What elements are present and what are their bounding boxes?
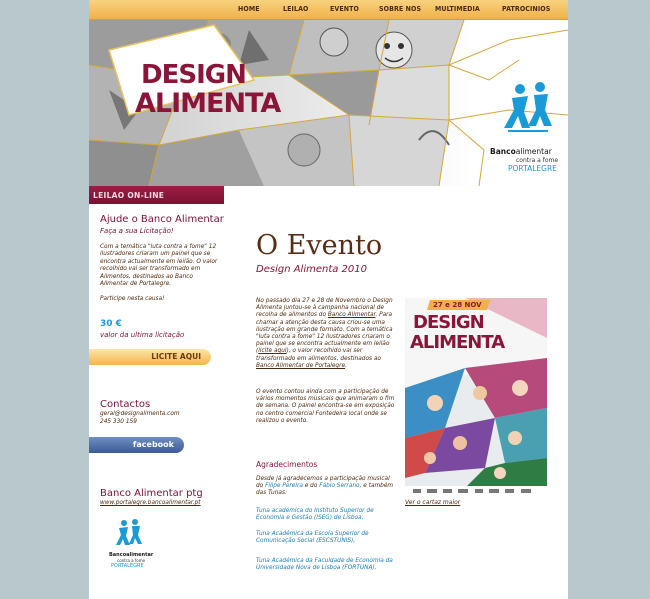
nav-leilao[interactable]: LEILAO	[283, 5, 309, 13]
banco-alimentar-logo[interactable]	[490, 80, 566, 180]
link-filipe-pereira[interactable]: Filipe Pereira	[265, 483, 303, 490]
facebook-button[interactable]: facebook	[89, 437, 184, 453]
link-fabio-serrano[interactable]: Fábio Serrano	[319, 483, 360, 490]
ba-small-tagline: contra a fome	[117, 558, 146, 563]
thanks-title: Agradecimentos	[256, 460, 318, 469]
help-cta: Participe nesta causa!	[100, 296, 165, 302]
ba-small-logo[interactable]	[109, 518, 154, 578]
ba-tagline: contra a fome	[516, 157, 559, 164]
logo-line-alimenta: ALIMENTA	[135, 88, 281, 119]
poster-title-line2: ALIMENTA	[410, 332, 505, 353]
ba-small-city: PORTALEGRE	[111, 563, 144, 569]
link-banco-alimentar-portalegre[interactable]: Banco Alimentar de Portalegre	[256, 362, 346, 369]
help-subtitle: Faça a sua Licitação!	[100, 227, 174, 235]
event-poster-image[interactable]	[405, 298, 547, 496]
nav-sobre-nos[interactable]: SOBRE NOS	[379, 5, 422, 13]
sidebar	[89, 186, 224, 599]
nav-multimedia[interactable]: MULTIMEDIA	[435, 5, 480, 13]
header-banner	[89, 20, 568, 186]
contacts-title: Contactos	[100, 399, 151, 410]
nav-patrocinios[interactable]: PATROCINIOS	[502, 5, 551, 13]
last-bid-price: 30 €	[100, 319, 122, 329]
help-title: Ajude o Banco Alimentar	[100, 214, 224, 225]
event-paragraph-2: O evento contou ainda com a participação de vários momentos musicais que animaram o fim de semana. O painel encontra-se em exposição no centro comercial Fontedeira local onde se realizou o evento.	[256, 389, 395, 424]
logo-line-design: DESIGN	[141, 60, 246, 90]
ba-small-name: Bancoalimentar	[109, 552, 154, 558]
top-nav	[89, 0, 568, 20]
tuna-1[interactable]: Tuna académica do Instituto Superior de Economia e Gestão (ISEG) de Lisboa,	[256, 508, 374, 522]
contact-email[interactable]: geral@designalimenta.com	[100, 411, 180, 417]
link-banco-alimentar[interactable]: Banco Alimentar	[327, 312, 376, 319]
thanks-text: Desde já agradecemos a participação musical do Filipe Pereira e do Fábio Serrano, e também das Tunas:	[256, 476, 394, 497]
bid-button[interactable]: LICITE AQUI	[89, 349, 211, 365]
ba-sidebar-title: Banco Alimentar ptg	[100, 488, 203, 499]
ba-sidebar-url[interactable]: www.portalegre.bancoalimentar.pt	[100, 500, 201, 506]
ba-figures-icon	[490, 80, 566, 140]
poster-link[interactable]: Ver o cartaz maior	[405, 499, 461, 506]
poster-title-line1: DESIGN	[413, 312, 484, 333]
contact-phone: 245 330 159	[100, 419, 137, 425]
link-licite-aqui[interactable]: licite aqui	[258, 348, 287, 355]
help-text: Com a temática "luta contra a fome" 12 ilustradores criaram um painel que se encontra actualmente em leilão. O valor recolhido vai ser transformado em Alimentos, destinados ao Banco Alimentar de Portalegre.	[100, 244, 218, 288]
ba-small-figures-icon	[109, 518, 149, 550]
event-paragraph-1: No passado dia 27 e 28 de Novembro o Design Alimenta juntou-se à campanha nacional de recolha de alimentos do Banco Alimentar. Para chamar a atenção desta causa criou-se uma ilustração em grande formato. Com a temática "luta contra a fome" 12 ilustradores criaram o painel que se encontra actualmente em leilão (licite aqui), o valor recolhido vai ser transformado em alimentos, destinados ao Banco Alimentar de Portalegre.	[256, 298, 393, 369]
nav-home[interactable]: HOME	[238, 5, 260, 13]
leilao-online-bar[interactable]: LEILAO ON-LINE	[89, 186, 224, 204]
ba-name: Bancoalimentar	[490, 147, 552, 156]
ba-city: PORTALEGRE	[508, 164, 557, 173]
nav-evento[interactable]: EVENTO	[330, 5, 359, 13]
poster-date: 27 e 28 NOV	[433, 301, 482, 309]
page	[89, 0, 568, 599]
tuna-2[interactable]: Tuna Académica da Escola Superior de Comunicação Social (ESCSTUNIS),	[256, 531, 369, 545]
page-title: O Evento	[256, 230, 383, 261]
last-bid-label: valor da ultima licitação	[100, 331, 185, 339]
main-content	[224, 186, 568, 599]
page-subtitle: Design Alimenta 2010	[256, 264, 368, 275]
tuna-3[interactable]: Tuna Académica da Faculdade de Economia da Universidade Nova de Lisboa (FORTUNA),	[256, 558, 393, 572]
